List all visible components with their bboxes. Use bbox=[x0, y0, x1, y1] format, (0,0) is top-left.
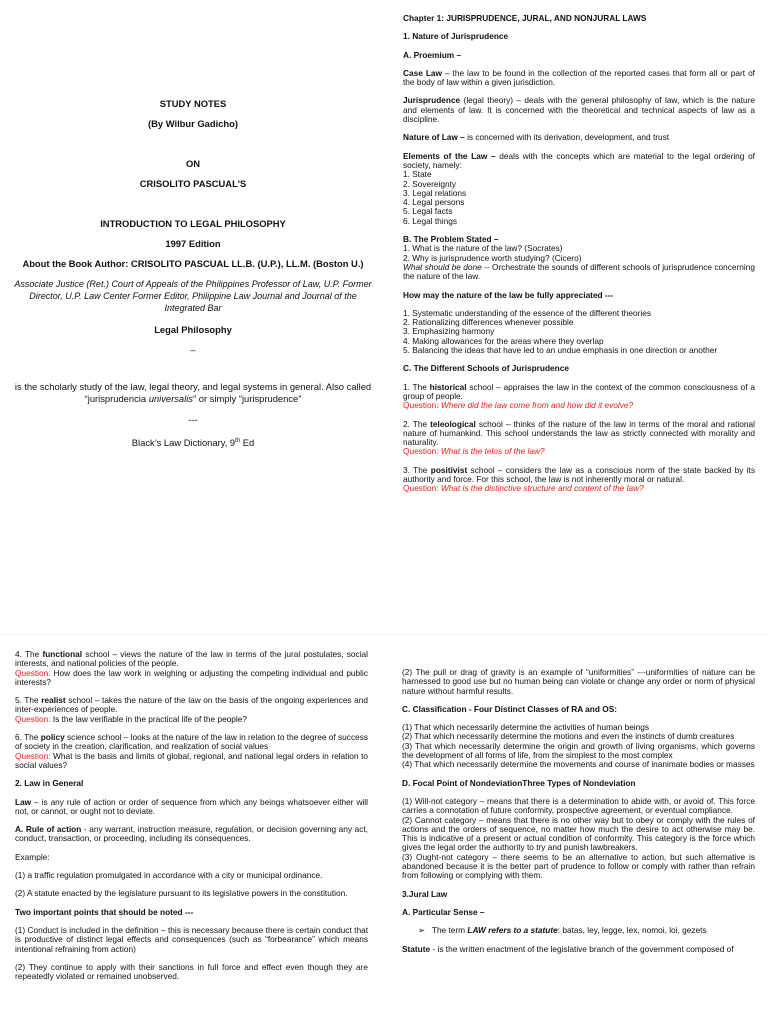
arrow-bullet-icon: ➢ bbox=[418, 925, 425, 936]
problem-list bbox=[403, 244, 755, 281]
list-item: 4. Legal persons bbox=[403, 197, 465, 208]
school-name: policy bbox=[40, 732, 65, 743]
text: 4. The bbox=[15, 649, 43, 659]
school-functional bbox=[15, 650, 368, 687]
on-line: ON bbox=[185, 158, 201, 169]
list-item: 1. What is the nature of the law? (Socrates) bbox=[403, 243, 563, 254]
about-author: About the Book Author: CRISOLITO PASCUAL LL.B. (U.P.), LL.M. (Boston U.) bbox=[22, 258, 364, 269]
focal-heading: D. Focal Point of NondeviationThree Types of Nondeviation bbox=[402, 777, 636, 788]
term: A. Rule of action bbox=[15, 824, 82, 835]
section-law-general: 2. Law in General bbox=[15, 778, 84, 789]
nature-paragraph bbox=[403, 133, 755, 142]
term: Jurisprudence bbox=[403, 95, 461, 106]
source-text: Ed bbox=[240, 437, 255, 449]
list-item: 2. Rationalizing differences whenever possible bbox=[403, 317, 574, 328]
definition-part: is the scholarly study of the law, legal theory, and legal systems in general. Also called “jurisprudencia bbox=[14, 381, 372, 404]
dash-separator: – bbox=[190, 344, 196, 355]
text: deals with the concepts which are material to the legal ordering of society, namely: bbox=[403, 150, 755, 170]
question-label: Question: bbox=[15, 713, 51, 724]
points-heading: Two important points that should be noted --- bbox=[15, 906, 194, 917]
text: (legal theory) – deals with the general philosophy of law, which is the nature and elements of law. It is concerned with the theoretical and technical aspects of law as a discipline. bbox=[403, 95, 755, 125]
question-text: How does the law work in weighing or adjusting the competing individual and public interests? bbox=[15, 667, 368, 687]
text: 1. The bbox=[403, 381, 430, 392]
book-title: INTRODUCTION TO LEGAL PHILOSOPHY bbox=[100, 218, 286, 229]
definition-text bbox=[12, 381, 374, 405]
list-item: 4. Making allowances for the areas where they overlap bbox=[403, 335, 604, 346]
term: Case Law bbox=[403, 67, 442, 78]
text: 3. The bbox=[403, 464, 431, 475]
text: school – appraises the law in the context of the common consciousness of a group of people. bbox=[403, 381, 755, 401]
question-label: Question: bbox=[15, 667, 51, 678]
edition-line: 1997 Edition bbox=[165, 238, 221, 249]
list-item: (1) That which necessarily determine the activities of human beings bbox=[402, 722, 650, 733]
text: : batas, ley, legge, lex, nomoi, loi, gezets bbox=[557, 925, 707, 936]
list-item: (3) That which necessarily determine the origin and growth of living organisms, which governs the development of all forms of life, from the simplest to the most complex bbox=[402, 740, 755, 761]
list-item: 5. Balancing the ideas that have led to an undue emphasis in one direction or another bbox=[403, 345, 718, 356]
jurisprudence-paragraph bbox=[403, 96, 755, 124]
list-item: (4) That which necessarily determine the movements and course of inanimate bodies or masses bbox=[402, 759, 755, 770]
list-item: 1. State bbox=[403, 169, 432, 180]
text: - any warrant, instruction measure, regulation, or decision governing any act, conduct, transaction, or proceeding, including its consequences. bbox=[15, 824, 368, 844]
focal-list bbox=[402, 797, 755, 881]
book-owner-line: CRISOLITO PASCUAL'S bbox=[139, 178, 247, 189]
legal-philosophy-heading: Legal Philosophy bbox=[154, 324, 232, 335]
question-text: What is the distinctive structure and content of the law? bbox=[438, 483, 644, 494]
question-label: Question: bbox=[403, 400, 439, 411]
dictionary-source bbox=[12, 435, 374, 449]
school-positivist bbox=[403, 466, 755, 494]
title-page-column bbox=[12, 98, 374, 449]
statute-bullet bbox=[402, 926, 755, 935]
continued-right-column bbox=[402, 668, 755, 963]
schools-heading: C. The Different Schools of Jurisprudence bbox=[403, 363, 569, 374]
school-policy bbox=[15, 733, 368, 770]
text: is concerned with its derivation, development, and trust bbox=[464, 132, 670, 143]
question-text: What is the telos of the law? bbox=[438, 446, 545, 457]
definition-part: ” or simply “jurisprudence” bbox=[193, 393, 302, 404]
section-nature: 1. Nature of Jurisprudence bbox=[403, 31, 509, 42]
list-item: 3. Legal relations bbox=[403, 187, 467, 198]
italic-text: What should be done bbox=[403, 261, 482, 272]
text: 5. The bbox=[15, 695, 42, 706]
gravity-paragraph: (2) The pull or drag of gravity is an example of “uniformities” ---uniformities of nature can be harnessed to good use but no human being can violate or change any order or norm of physical nature without harmful results. bbox=[402, 667, 755, 696]
text: -- Orchestrate the sounds of different schools of jurisprudence concerning the nature of the law. bbox=[403, 261, 755, 282]
text: school – views the nature of the law in terms of the jural postulates, social interests, and national policies of the people. bbox=[15, 649, 368, 669]
school-name: functional bbox=[42, 649, 83, 659]
case-law-paragraph bbox=[403, 69, 755, 88]
list-item: 3. Emphasizing harmony bbox=[403, 326, 495, 337]
author-line: (By Wilbur Gadicho) bbox=[147, 118, 239, 129]
school-historical bbox=[403, 383, 755, 411]
text: 2. The bbox=[403, 418, 431, 429]
elements-paragraph bbox=[403, 152, 755, 171]
appreciate-list bbox=[403, 309, 755, 355]
text: school – takes the nature of the law on the basis of the ongoing experiences and inter-experiences of people. bbox=[15, 695, 369, 715]
list-item: 6. Legal things bbox=[403, 215, 457, 226]
term: Elements of the Law – bbox=[403, 150, 496, 161]
point-1: (1) Conduct is included in the definition – this is necessary because there is certain conduct that is productive of distinct legal effects and consequences (such as “forbearance” which means intentional refraining from action) bbox=[15, 924, 368, 954]
school-realist bbox=[15, 696, 368, 724]
term: Law bbox=[15, 796, 32, 807]
continued-left-column bbox=[15, 650, 368, 990]
example-1: (1) a traffic regulation promulgated in accordance with a city or municipal ordinance. bbox=[15, 870, 323, 881]
list-item: 1. Systematic understanding of the essence of the different theories bbox=[403, 307, 651, 318]
question-text: What is the basis and limits of global, regional, and national legal orders in relation to social values? bbox=[15, 750, 368, 770]
statute-definition bbox=[402, 945, 755, 954]
question-text: Is the law verifiable in the practical life of the people? bbox=[50, 713, 247, 724]
text: science school – looks at the nature of the law in relation to the degree of success of society in the creation, clarification, and realization of social values bbox=[15, 732, 368, 752]
proemium-heading: A. Proemium – bbox=[403, 49, 462, 60]
text: 6. The bbox=[15, 732, 41, 743]
question-label: Question: bbox=[15, 750, 51, 761]
chapter-column bbox=[403, 14, 755, 503]
school-name: teleological bbox=[430, 418, 476, 429]
list-item: (2) That which necessarily determine the motions and even the instincts of dumb creatures bbox=[402, 731, 735, 742]
list-item: (1) Will-not category – means that there is a determination to abide with, or avoid of. This force carries a connotation of future conformity, prospective agreement, or eventual compliance. bbox=[402, 795, 755, 816]
problem-heading: B. The Problem Stated – bbox=[403, 234, 499, 245]
rule-of-action bbox=[15, 825, 368, 844]
term: Nature of Law – bbox=[403, 132, 465, 143]
text: – is any rule of action or order of sequence from which any beings whatsoever either will not, or cannot, or ought not to deviate. bbox=[15, 796, 368, 816]
question-text: Where did the law come from and how did it evolve? bbox=[438, 400, 634, 411]
school-teleological bbox=[403, 420, 755, 457]
appreciate-heading: How may the nature of the law be fully appreciated --- bbox=[403, 289, 614, 300]
list-item bbox=[403, 263, 755, 282]
list-item: 5. Legal facts bbox=[403, 206, 453, 217]
example-label: Example: bbox=[15, 851, 50, 862]
text: The term bbox=[431, 925, 468, 936]
term: Statute bbox=[402, 943, 431, 954]
list-item: 2. Sovereignty bbox=[403, 178, 457, 189]
triple-dash: --- bbox=[188, 414, 198, 425]
point-2: (2) They continue to apply with their sanctions in full force and effect even though they are repeatedly violated or remained unobserved. bbox=[15, 961, 368, 982]
school-name: historical bbox=[429, 381, 467, 392]
law-definition bbox=[15, 798, 368, 817]
school-name: positivist bbox=[430, 464, 468, 475]
list-item: (2) Cannot category – means that there is no other way but to obey or comply with the rules of actions and the orders of sequence, no matter how much the desire to act otherwise may be. This is indicative of a present or actual condition of conformity. This category is the force which gives the legal order the authority to try and punish lawbreakers. bbox=[402, 814, 755, 853]
list-item: (3) Ought-not category – there seems to be an alternative to action, but such alternative is abandoned because it is the better part of prudence to follow or comply with rather than refrain from following or complying with them. bbox=[402, 851, 755, 881]
school-name: realist bbox=[41, 695, 66, 706]
list-item: 2. Why is jurisprudence worth studying? (Cicero) bbox=[403, 252, 582, 263]
study-notes-heading: STUDY NOTES bbox=[159, 98, 227, 109]
question-label: Question: bbox=[403, 446, 439, 457]
example-2: (2) A statute enacted by the legislature pursuant to its legislative powers in the constitution. bbox=[15, 888, 348, 899]
elements-list bbox=[403, 170, 755, 226]
text: – the law to be found in the collection of the reported cases that form all or part of the body of law within a given jurisdiction. bbox=[403, 67, 755, 88]
classification-list bbox=[402, 723, 755, 769]
text: - is the written enactment of the legislative branch of the government composed of bbox=[430, 943, 734, 954]
classification-heading: C. Classification - Four Distinct Classes of RA and OS: bbox=[402, 703, 617, 714]
source-superscript: th bbox=[235, 438, 241, 444]
italic-text: LAW refers to a statute bbox=[467, 925, 558, 936]
text: school – considers the law as a conscious norm of the state backed by its authority and force. For this school, the law is not inherently moral or natural. bbox=[403, 464, 755, 484]
chapter-title: Chapter 1: JURISPRUDENCE, JURAL, AND NONJURAL LAWS bbox=[403, 13, 647, 23]
question-label: Question: bbox=[403, 483, 439, 494]
author-credentials: Associate Justice (Ret.) Court of Appeals of the Philippines Professor of Law, U.P. Former Director, U.P. Law Center Former Editor, Philippine Law Journal and Journal of the Integrated Bar bbox=[14, 279, 372, 313]
text: school – thinks of the nature of the law in terms of the moral and rational nature of humankind. This school understands the law as strictly connected with morality and naturality. bbox=[403, 418, 755, 448]
jural-law-heading: 3.Jural Law bbox=[402, 888, 448, 899]
particular-sense-heading: A. Particular Sense – bbox=[402, 906, 485, 917]
source-text: Black’s Law Dictionary, 9 bbox=[131, 437, 236, 449]
definition-italic: universalis bbox=[148, 393, 193, 404]
